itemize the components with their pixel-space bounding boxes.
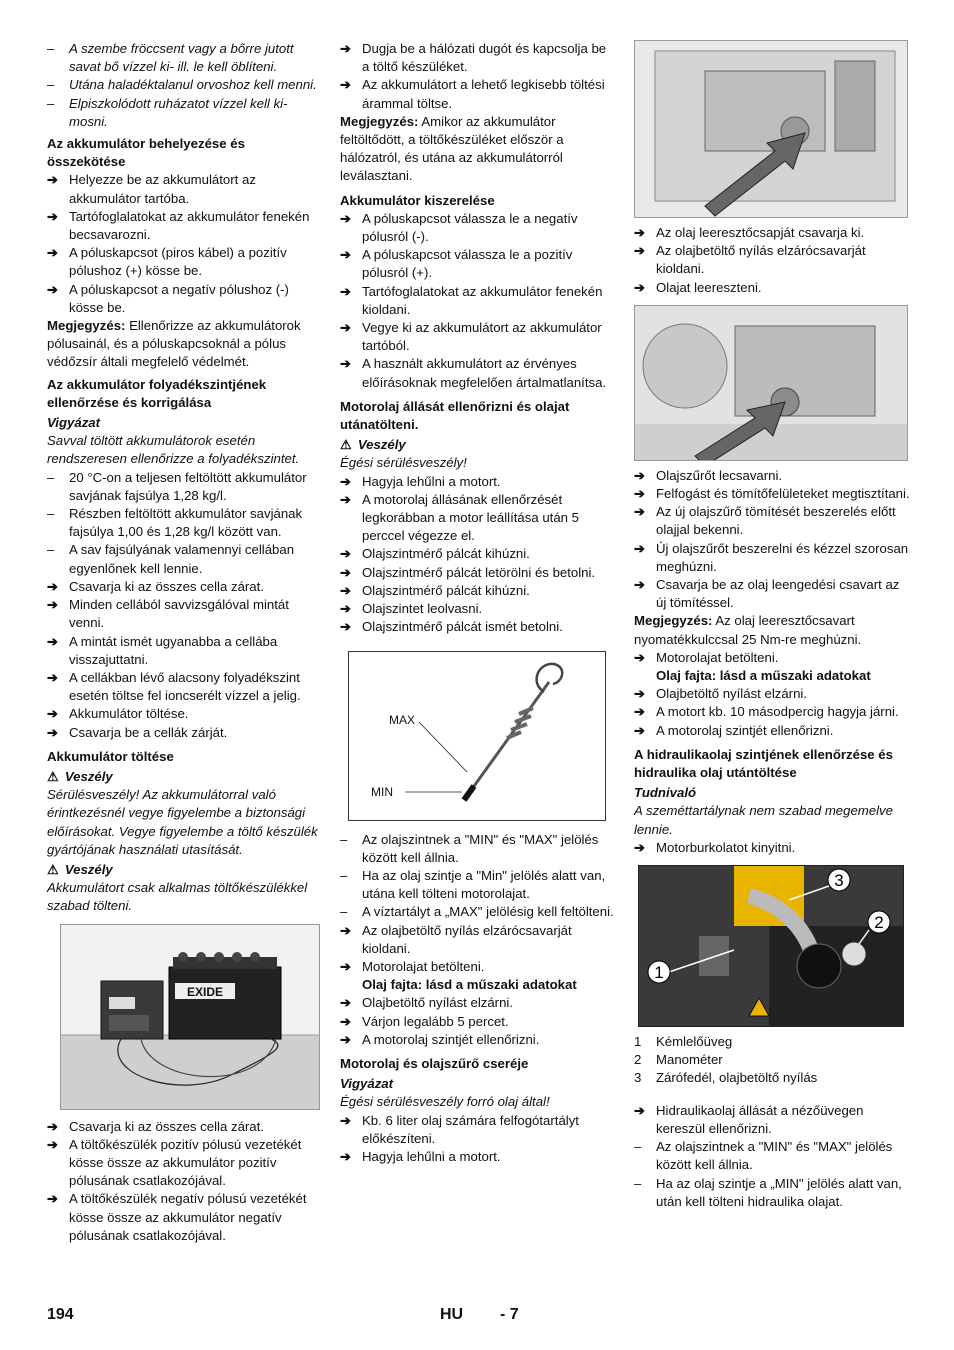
list-item: ➔ Az olaj leeresztőcsapját csavarja ki. <box>634 225 865 240</box>
danger-text: Égési sérülésveszély! <box>340 455 467 471</box>
list-item: ➔ Helyezze be az akkumulátort az akkumulátor tartóba. <box>47 172 256 206</box>
danger-label: ⚠ Veszély <box>340 436 616 454</box>
note: Megjegyzés: Az olaj leeresztőcsavart nyomatékkulccsal 25 Nm-re meghúzni. <box>634 613 862 647</box>
list-item: ➔ Csavarja be a cellák zárját. <box>47 724 228 740</box>
section-page: - 7 <box>500 1306 519 1323</box>
after-steps <box>634 685 910 740</box>
list-item: ➔ Vegye ki az akkumulátort az akkumulátor tartóból. <box>340 320 602 354</box>
warning-triangle-icon: ⚠ <box>47 768 59 784</box>
list-item: ➔ Motorolajat betölteni. <box>634 649 779 665</box>
install-heading: Az akkumulátor behelyezése és összekötése <box>47 136 245 170</box>
page-number: 194 <box>47 1306 74 1323</box>
column-3 <box>634 40 910 1211</box>
list-item: ➔ Az olajbetöltő nyílás elzárócsavarját kioldani. <box>634 243 866 277</box>
list-item: – Ha az olaj szintje a "Min" jelölés alatt van, utána kell tölteni motorolajat. <box>340 867 606 902</box>
list-item: ➔ Felfogást és tömítőfelületeket megtisztítani. <box>634 486 910 502</box>
caution-label: Vigyázat <box>340 1076 394 1092</box>
list-item: ➔ Az új olajszűrő tömítését beszerelés előtt olajjal bekenni. <box>634 504 896 538</box>
list-item: ➔ A póluskapcsot (piros kábel) a pozitív pólushoz (+) kösse be. <box>47 245 287 279</box>
fill-steps <box>340 922 616 977</box>
list-item: – Utána haladéktalanul orvoshoz kell menni. <box>47 77 317 93</box>
density-list <box>47 469 323 578</box>
remove-steps <box>340 210 616 392</box>
hyd-list <box>634 1138 910 1211</box>
danger-text: Sérülésveszély! Az akkumulátorral való érintkezésnél vegye figyelembe a biztonsági előírásokat. Vegye figyelembe a töltő készülék gyártójának használati utasítását. <box>47 787 318 857</box>
list-item: – A szembe fröccsent vagy a bőrre jutott savat bő vízzel ki- ill. le kell öblíteni. <box>47 41 294 75</box>
list-item: ➔ Olajszintmérő pálcát letörölni és betolni. <box>340 564 596 580</box>
danger-label: ⚠ Veszély <box>47 861 323 879</box>
list-item: ➔ Tartófoglalatokat az akkumulátor fenekén becsavarozni. <box>47 208 310 243</box>
oil-type: Olaj fajta: lásd a műszaki adatokat <box>362 977 577 993</box>
info-label: Tudnivaló <box>634 785 697 801</box>
engine-drain-illustration <box>635 41 907 217</box>
legend-item: 3 Zárófedél, olajbetöltő nyílás <box>634 1070 818 1086</box>
install-steps <box>47 171 323 317</box>
oil-filter-photo <box>634 305 908 461</box>
remove-heading: Akkumulátor kiszerelése <box>340 192 495 208</box>
list-item: ➔ A mintát ismét ugyanabba a cellába visszajuttatni. <box>47 633 278 667</box>
dipstick-diagram <box>348 651 606 821</box>
info-text: A szeméttartálynak nem szabad megemelve lennie. <box>634 803 893 837</box>
list-item: ➔ Várjon legalább 5 percet. <box>340 1013 509 1029</box>
list-item: ➔ A töltőkészülék negatív pólusú vezetékét kösse össze az akkumulátor negatív pólusának csatlakozójával. <box>47 1191 307 1243</box>
hydraulic-tank-photo <box>638 865 904 1027</box>
battery-brand-label: EXIDE <box>186 984 224 999</box>
dipstick-illustration <box>349 652 605 820</box>
list-item: – Ha az olaj szintje a „MIN" jelölés alatt van, után kell tölteni hidraulika olajat. <box>634 1175 902 1209</box>
list-item: ➔ Csavarja be az olaj leengedési csavart az új tömítéssel. <box>634 577 900 611</box>
list-item: – Részben feltöltött akkumulátor savjának fajsúlya 1,00 és 1,28 kg/l között van. <box>47 506 303 540</box>
list-item: ➔ Olajbetöltő nyílást elzárni. <box>634 686 807 702</box>
list-item: ➔ A töltőkészülék pozitív pólusú vezetékét kösse össze az akkumulátor pozitív pólusának csatlakozójával. <box>47 1136 302 1189</box>
legend-item: 2 Manométer <box>634 1052 723 1068</box>
fill-steps <box>634 649 910 667</box>
list-item: – Az olajszintnek a "MIN" és "MAX" jelölés között kell állnia. <box>634 1139 893 1173</box>
warning-triangle-icon: ⚠ <box>340 437 352 453</box>
engine-filter-illustration <box>635 306 907 460</box>
callout-1: 1 <box>654 963 664 983</box>
list-item: ➔ Hagyja lehűlni a motort. <box>340 473 501 489</box>
oil-type: Olaj fajta: lásd a műszaki adatokat <box>656 668 871 684</box>
list-item: ➔ A póluskapcsot válassza le a pozitív pólusról (+). <box>340 247 573 281</box>
list-item: ➔ A motorolaj szintjét ellenőrizni. <box>340 1031 540 1047</box>
hood-steps <box>634 839 910 857</box>
level-heading: Az akkumulátor folyadékszintjének ellenőrzése és korrigálása <box>47 376 267 410</box>
oil-level-list <box>340 831 616 922</box>
note-1: Megjegyzés: Ellenőrizze az akkumulátorok pólusainál, és a póluskapcsoknál a pólus védőzsír általi megfelelő védelmét. <box>47 318 301 370</box>
battery-charger-photo <box>60 924 320 1110</box>
battery-photo-illustration <box>61 925 319 1109</box>
list-item: ➔ Olajszintmérő pálcát kihúzni. <box>340 546 530 562</box>
list-item: ➔ Olajszintmérő pálcát kihúzni. <box>340 582 530 598</box>
list-item: ➔ Motorburkolatot kinyitni. <box>634 839 796 855</box>
list-item: ➔ Motorolajat betölteni. <box>340 958 485 974</box>
list-item: – Elpiszkolódott ruházatot vízzel kell ki-mosni. <box>47 95 288 129</box>
list-item: ➔ Olajat leereszteni. <box>634 279 762 295</box>
note: Megjegyzés: Amikor az akkumulátor feltöltődött, a töltőkészüléket először a hálózatról, és utána az akkumulátorról leválasztani. <box>340 113 564 184</box>
list-item: – A sav fajsúlyának valamennyi cellában egyenlőnek kell lennie. <box>47 542 295 576</box>
dipstick-min-label: MIN <box>371 784 393 799</box>
drain-steps <box>634 224 910 297</box>
callout-2: 2 <box>874 913 884 933</box>
change-heading: Motorolaj és olajszűrő cseréje <box>340 1055 529 1071</box>
list-item: ➔ Csavarja ki az összes cella zárat. <box>47 578 264 594</box>
caution-text: Savval töltött akkumulátorok esetén rendszeresen ellenőrizze a folyadékszintet. <box>47 433 300 467</box>
list-item: ➔ A motort kb. 10 másodpercig hagyja járni. <box>634 704 899 720</box>
list-item: ➔ Olajszintet leolvasni. <box>340 601 483 617</box>
list-item: ➔ Hidraulikaolaj állását a nézőüvegen kereszül ellenőrizni. <box>634 1102 864 1136</box>
charge-steps <box>47 1118 323 1245</box>
level-steps <box>47 578 323 742</box>
column-1 <box>47 40 323 1245</box>
caution-text: Égési sérülésveszély forró olaj által! <box>340 1094 550 1110</box>
change-steps <box>340 1112 616 1167</box>
list-item: ➔ Olajszűrőt lecsavarni. <box>634 467 783 483</box>
list-item: ➔ Akkumulátor töltése. <box>47 706 189 722</box>
language-code: HU <box>440 1306 464 1323</box>
figure-legend <box>634 1033 910 1088</box>
list-item: – 20 °C-on a teljesen feltöltött akkumulátor savjának fajsúlya 1,28 kg/l. <box>47 469 307 503</box>
list-item: ➔ Tartófoglalatokat az akkumulátor fenekén kioldani. <box>340 283 603 317</box>
hyd-heading: A hidraulikaolaj szintjének ellenőrzése és hidraulika olaj utántöltése <box>634 746 893 781</box>
close-steps <box>340 994 616 1049</box>
column-2 <box>340 40 616 1166</box>
list-item: ➔ Olajszintmérő pálcát ismét betolni. <box>340 619 563 635</box>
oil-drain-photo <box>634 40 908 218</box>
list-item: ➔ Olajbetöltő nyílást elzárni. <box>340 995 513 1011</box>
list-item: ➔ Új olajszűrőt beszerelni és kézzel szorosan meghúzni. <box>634 540 909 574</box>
legend-item: 1 Kémlelőüveg <box>634 1034 733 1050</box>
callout-3: 3 <box>834 871 844 891</box>
list-item: ➔ A motorolaj szintjét ellenőrizni. <box>634 722 834 738</box>
list-item: ➔ A póluskapcsot válassza le a negatív pólusról (-). <box>340 210 578 245</box>
charge-steps-cont <box>340 40 616 113</box>
hydraulic-tank-illustration <box>639 866 903 1026</box>
list-item: ➔ Csavarja ki az összes cella zárat. <box>47 1118 264 1134</box>
charge-heading: Akkumulátor töltése <box>47 748 174 764</box>
oil-steps <box>340 473 616 637</box>
acid-list <box>47 40 323 131</box>
list-item: – Az olajszintnek a "MIN" és "MAX" jelölés között kell állnia. <box>340 831 599 865</box>
list-item: ➔ Dugja be a hálózati dugót és kapcsolja be a töltő készüléket. <box>340 41 607 75</box>
dipstick-max-label: MAX <box>389 712 416 727</box>
hyd-steps <box>634 1102 910 1138</box>
warning-triangle-icon: ⚠ <box>47 861 59 877</box>
filter-steps <box>634 467 910 613</box>
list-item: ➔ Az akkumulátort a lehető legkisebb töltési árammal töltse. <box>340 77 605 111</box>
danger-label: ⚠ Veszély <box>47 768 323 786</box>
list-item: ➔ Hagyja lehűlni a motort. <box>340 1148 501 1164</box>
oil-heading: Motorolaj állását ellenőrizni és olajat utánatölteni. <box>340 398 570 433</box>
list-item: ➔ Az olajbetöltő nyílás elzárócsavarját kioldani. <box>340 922 572 956</box>
list-item: ➔ A motorolaj állásának ellenőrzését legkorábban a motor leállítása után 5 perccel végezze el. <box>340 491 580 544</box>
list-item: – A víztartályt a „MAX" jelölésig kell feltölteni. <box>340 904 614 920</box>
danger-text: Akkumulátort csak alkalmas töltőkészülékkel szabad tölteni. <box>47 880 308 914</box>
list-item: ➔ Kb. 6 liter olaj számára felfogótartályt előkészíteni. <box>340 1112 579 1146</box>
list-item: ➔ A cellákban lévő alacsony folyadékszint esetén töltse fel ioncserélt vízzel a jelig. <box>47 669 301 704</box>
list-item: ➔ A használt akkumulátort az érvényes előírásoknak megfelelően ártalmatlanítsa. <box>340 356 607 390</box>
caution-label: Vigyázat <box>47 415 101 431</box>
list-item: ➔ A póluskapcsot a negatív pólushoz (-) kösse be. <box>47 281 289 315</box>
list-item: ➔ Minden cellából savvizsgálóval mintát venni. <box>47 597 289 631</box>
